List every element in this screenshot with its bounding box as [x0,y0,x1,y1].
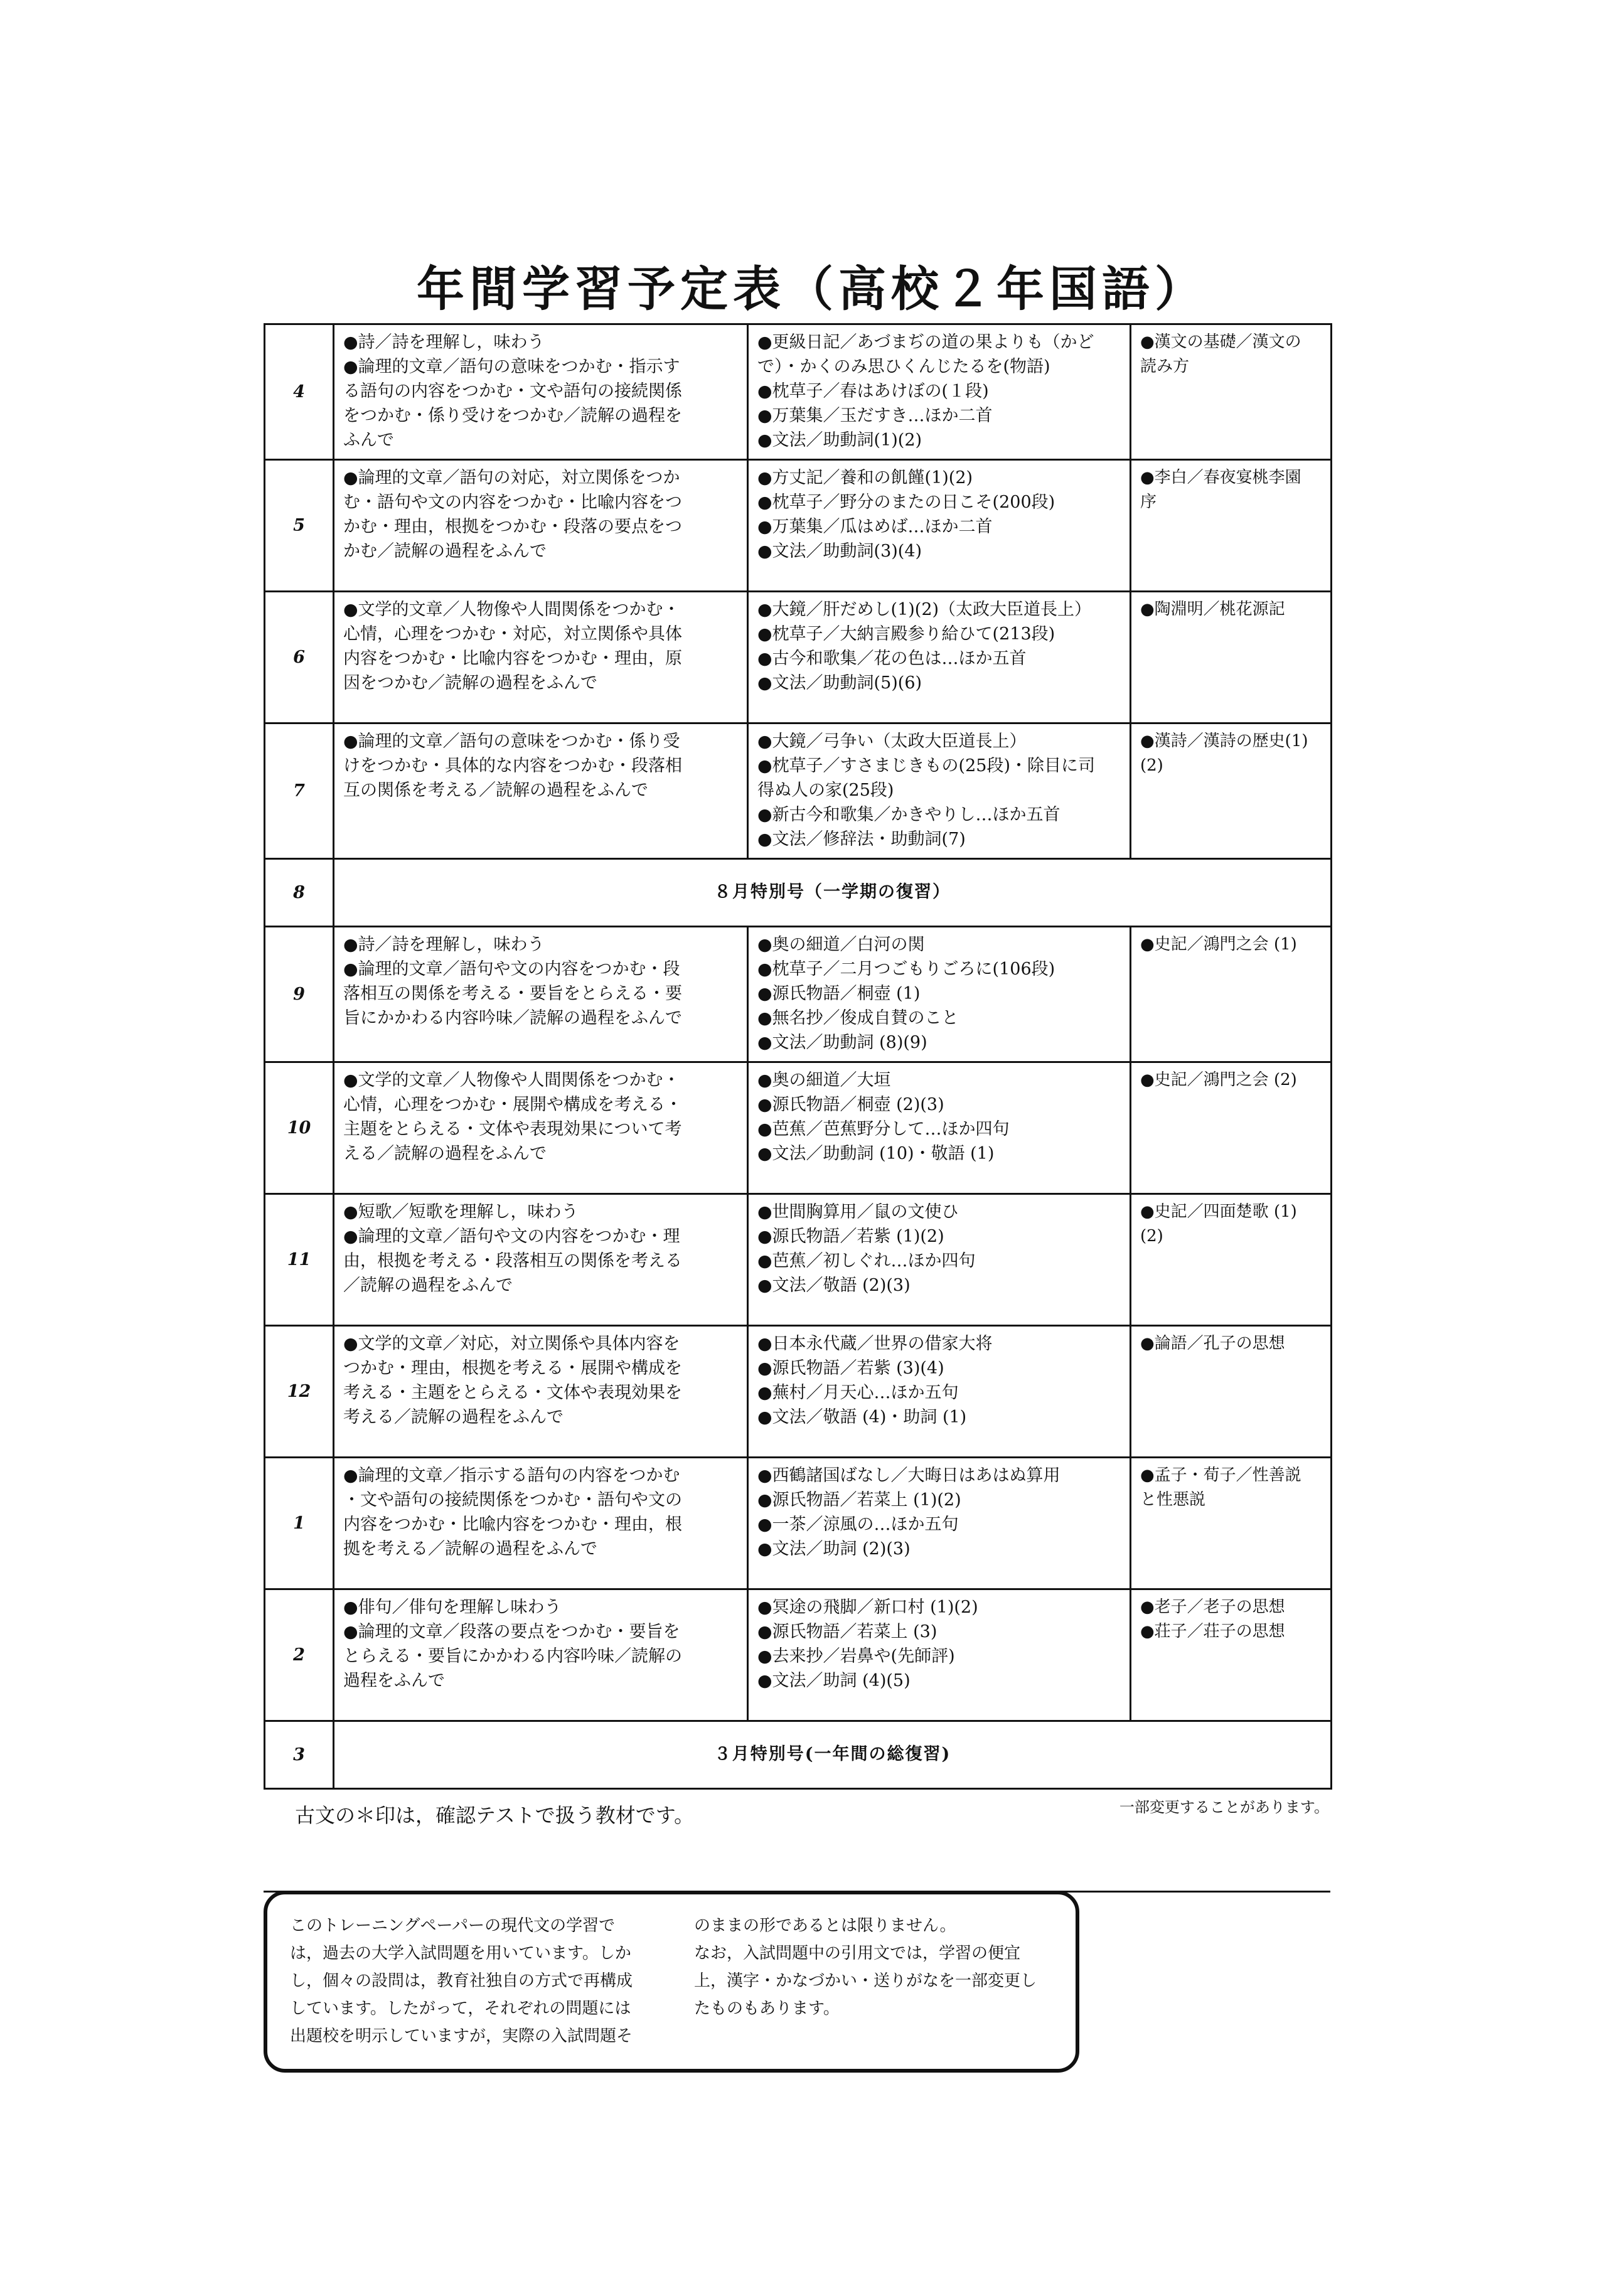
kanbun-cell [1131,1326,1332,1458]
classical-line: ●源氏物語／若紫 (1)(2) [757,1227,944,1246]
classical-line: ●文法／助動詞(1)(2) [757,430,922,450]
classical-line: ●無名抄／俊成自賛のこと [757,1008,959,1028]
kanbun-cell [1131,927,1332,1062]
notice-line: このトレーニングペーパーの現代文の学習で [290,1916,616,1935]
modern-line: 由，根拠を考える・段落相互の関係を考える [343,1251,682,1271]
modern-line: ●論理的文章／語句の対応，対立関係をつか [343,468,680,488]
notice-line: は，過去の大学入試問題を用いています。しか [290,1944,631,1963]
modern-line: む・語句や文の内容をつかむ・比喩内容をつ [343,493,682,512]
special-issue-cell: ８月特別号（一学期の復習） [334,859,1332,927]
modern-line: 主題をとらえる・文体や表現効果について考 [343,1119,682,1139]
notice-line: のままの形であるとは限りません。 [694,1916,956,1935]
kanbun-line: ●陶淵明／桃花源記 [1140,600,1285,619]
classical-line: ●源氏物語／若菜上 (1)(2) [757,1490,961,1510]
modern-line: ・文や語句の接続関係をつかむ・語句や文の [343,1490,682,1510]
modern-cell [334,460,748,592]
modern-line: けをつかむ・具体的な内容をつかむ・段落相 [343,756,682,776]
kanbun-cell [1131,1458,1332,1589]
month-cell: 7 [265,724,334,859]
classical-line: ●文法／助詞 (2)(3) [757,1539,911,1559]
modern-line: ●詩／詩を理解し，味わう [343,333,545,352]
modern-cell [334,927,748,1062]
classical-line: ●日本永代蔵／世界の借家大将 [757,1334,993,1354]
classical-line: ●芭蕉／初しぐれ…ほか四句 [757,1251,976,1271]
classical-line: ●枕草子／すさまじきもの(25段)・除目に司 [757,756,1095,776]
classical-cell [748,1326,1131,1458]
page-title: 年間学習予定表（高校２年国語） [417,261,1207,317]
classical-line: ●文法／敬語 (4)・助詞 (1) [757,1407,967,1427]
month-row [265,324,1332,460]
modern-line: ●論理的文章／指示する語句の内容をつかむ [343,1466,680,1485]
classical-line: ●去来抄／岩鼻や(先師評) [757,1647,955,1666]
notice-right-column [694,1912,1071,2022]
classical-line: ●文法／助動詞 (8)(9) [757,1033,927,1052]
classical-cell [748,927,1131,1062]
modern-line: 内容をつかむ・比喩内容をつかむ・理由，原 [343,649,682,668]
modern-line: 過程をふんで [343,1671,445,1690]
month-row [265,859,1332,927]
classical-cell [748,1458,1131,1589]
classical-line: ●枕草子／野分のまたの日こそ(200段) [757,493,1055,512]
kanbun-line: ●漢詩／漢詩の歴史(1) [1140,732,1308,750]
month-row [265,724,1332,859]
classical-cell [748,1194,1131,1326]
classical-line: ●方丈記／養和の飢饉(1)(2) [757,468,973,488]
modern-line: をつかむ・係り受けをつかむ／読解の過程を [343,406,682,425]
kanbun-line: ●史記／鴻門之会 (1) [1140,935,1297,954]
classical-line: ●文法／敬語 (2)(3) [757,1276,911,1295]
notice-left-column [290,1912,673,2050]
notice-line: たものもあります。 [694,1999,840,2018]
classical-line: で）・かくのみ思ひくんじたるを(物語) [757,357,1050,376]
modern-line: 考える／読解の過程をふんで [343,1407,564,1427]
classical-line: ●源氏物語／桐壺 (2)(3) [757,1095,944,1114]
kanbun-line: ●荘子／荘子の思想 [1140,1622,1285,1641]
change-note: 一部変更することがあります。 [1119,1798,1329,1816]
modern-line: つかむ・理由，根拠を考える・展開や構成を [343,1359,682,1378]
modern-line: 拠を考える／読解の過程をふんで [343,1539,597,1559]
modern-line: 因をつかむ／読解の過程をふんで [343,673,597,693]
classical-cell [748,324,1131,460]
classical-line: ●枕草子／大納言殿参り給ひて(213段) [757,624,1055,644]
modern-line: ふんで [343,430,394,450]
modern-line: 落相互の関係を考える・要旨をとらえる・要 [343,984,682,1003]
month-cell: 12 [265,1326,334,1458]
kanbun-cell [1131,324,1332,460]
notice-line: なお，入試問題中の引用文では，学習の便宜 [694,1944,1021,1963]
classical-line: ●文法／助動詞(3)(4) [757,542,922,561]
modern-line: ●論理的文章／段落の要点をつかむ・要旨を [343,1622,680,1642]
kanbun-line: 読み方 [1140,357,1190,376]
month-cell: 5 [265,460,334,592]
kanbun-cell [1131,1589,1332,1721]
modern-line: ●論理的文章／語句の意味をつかむ・指示す [343,357,680,376]
notice-line: 上，漢字・かなづかい・送りがなを一部変更し [694,1972,1037,1990]
classical-line: 得ぬ人の家(25段) [757,781,894,800]
modern-line: ●論理的文章／語句や文の内容をつかむ・段 [343,959,680,979]
kanbun-line: と性悪説 [1140,1490,1206,1509]
kanbun-line: (2) [1140,756,1163,775]
notice-box [264,1891,1079,2073]
modern-cell [334,592,748,724]
kanbun-line: ●老子／老子の思想 [1140,1598,1285,1616]
classical-line: ●大鏡／弓争い（太政大臣道長上） [757,732,1027,751]
month-row [265,927,1332,1062]
classical-line: ●文法／助動詞 (10)・敬語 (1) [757,1144,995,1163]
month-cell: 10 [265,1062,334,1194]
modern-line: かむ・理由，根拠をつかむ・段落の要点をつ [343,517,682,537]
classical-line: ●枕草子／二月つごもりごろに(106段) [757,959,1055,979]
classical-line: ●万葉集／玉だすき…ほか二首 [757,406,993,425]
month-cell: 4 [265,324,334,460]
month-cell: 6 [265,592,334,724]
asterisk-note: 古文の＊印は，確認テストで扱う教材です。 [295,1803,695,1827]
kanbun-line: ●史記／鴻門之会 (2) [1140,1071,1297,1089]
classical-line: ●大鏡／肝だめし(1)(2)（太政大臣道長上） [757,600,1092,619]
month-row [265,460,1332,592]
modern-cell [334,1589,748,1721]
modern-cell [334,724,748,859]
modern-line: ●詩／詩を理解し，味わう [343,935,545,954]
classical-cell [748,1589,1131,1721]
month-cell: 3 [265,1721,334,1789]
notice-line: 出題校を明示していますが，実際の入試問題そ [290,2027,633,2046]
modern-line: ●論理的文章／語句の意味をつかむ・係り受 [343,732,680,751]
classical-line: ●源氏物語／若紫 (3)(4) [757,1359,944,1378]
classical-line: ●奥の細道／白河の関 [757,935,925,954]
classical-line: ●枕草子／春はあけぼの(１段) [757,382,989,401]
modern-line: かむ／読解の過程をふんで [343,542,547,561]
modern-line: とらえる・要旨にかかわる内容吟味／読解の [343,1647,682,1666]
special-issue-cell: ３月特別号(一年間の総復習) [334,1721,1332,1789]
modern-cell [334,1458,748,1589]
month-row [265,1589,1332,1721]
classical-line: ●万葉集／瓜はめば…ほか二首 [757,517,993,537]
modern-line: 考える・主題をとらえる・文体や表現効果を [343,1383,682,1402]
modern-line: 心情，心理をつかむ・展開や構成を考える・ [343,1095,682,1114]
classical-line: ●文法／助動詞(5)(6) [757,673,922,693]
month-row [265,1721,1332,1789]
classical-line: ●源氏物語／若菜上 (3) [757,1622,938,1642]
modern-line: ●文学的文章／人物像や人間関係をつかむ・ [343,1071,680,1090]
kanbun-cell [1131,1062,1332,1194]
kanbun-cell [1131,460,1332,592]
classical-line: ●古今和歌集／花の色は…ほか五首 [757,649,1027,668]
modern-line: ●文学的文章／人物像や人間関係をつかむ・ [343,600,680,619]
modern-line: 心情，心理をつかむ・対応，対立関係や具体 [343,624,682,644]
classical-line: ●文法／助詞 (4)(5) [757,1671,911,1690]
classical-line: ●文法／修辞法・助動詞(7) [757,830,966,849]
modern-line: ●短歌／短歌を理解し，味わう [343,1202,579,1222]
modern-line: 内容をつかむ・比喩内容をつかむ・理由，根 [343,1515,682,1534]
month-cell: 8 [265,859,334,927]
classical-line: ●一茶／涼風の…ほか五句 [757,1515,959,1534]
kanbun-line: (2) [1140,1227,1163,1246]
modern-line: ●俳句／俳句を理解し味わう [343,1598,562,1617]
month-row [265,1194,1332,1326]
classical-line: ●西鶴諸国ばなし／大晦日はあはぬ算用 [757,1466,1060,1485]
modern-line: ●文学的文章／対応，対立関係や具体内容を [343,1334,680,1354]
kanbun-line: ●李白／春夜宴桃李園 [1140,468,1301,487]
month-row [265,1326,1332,1458]
month-row [265,592,1332,724]
month-row [265,1062,1332,1194]
modern-line: 旨にかかわる内容吟味／読解の過程をふんで [343,1008,682,1028]
kanbun-line: ●史記／四面楚歌 (1) [1140,1202,1297,1221]
classical-line: ●世間胸算用／鼠の文使ひ [757,1202,959,1222]
month-cell: 11 [265,1194,334,1326]
month-cell: 9 [265,927,334,1062]
modern-line: える／読解の過程をふんで [343,1144,547,1163]
classical-cell [748,1062,1131,1194]
modern-line: 互の関係を考える／読解の過程をふんで [343,781,648,800]
modern-cell [334,1326,748,1458]
classical-line: ●蕪村／月天心…ほか五句 [757,1383,959,1402]
classical-line: ●更級日記／あづまぢの道の果よりも（かど [757,333,1094,352]
month-cell: 1 [265,1458,334,1589]
kanbun-cell [1131,724,1332,859]
classical-cell [748,724,1131,859]
kanbun-line: ●論語／孔子の思想 [1140,1334,1285,1353]
modern-line: ●論理的文章／語句や文の内容をつかむ・理 [343,1227,680,1246]
modern-line: ／読解の過程をふんで [343,1276,513,1295]
classical-cell [748,460,1131,592]
kanbun-line: ●孟子・荀子／性善説 [1140,1466,1301,1485]
kanbun-cell [1131,592,1332,724]
classical-line: ●新古今和歌集／かきやりし…ほか五首 [757,805,1060,825]
notice-line: し，個々の設問は，教育社独自の方式で再構成 [290,1972,633,1990]
modern-cell [334,1194,748,1326]
classical-line: ●芭蕉／芭蕉野分して…ほか四句 [757,1119,1010,1139]
month-cell: 2 [265,1589,334,1721]
classical-line: ●冥途の飛脚／新口村 (1)(2) [757,1598,978,1617]
modern-cell [334,1062,748,1194]
modern-cell [334,324,748,460]
kanbun-cell [1131,1194,1332,1326]
kanbun-line: 序 [1140,493,1157,511]
modern-line: る語句の内容をつかむ・文や語句の接続関係 [343,382,682,401]
month-row [265,1458,1332,1589]
kanbun-line: ●漢文の基礎／漢文の [1140,333,1301,351]
classical-line: ●奥の細道／大垣 [757,1071,891,1090]
classical-cell [748,592,1131,724]
classical-line: ●源氏物語／桐壺 (1) [757,984,921,1003]
notice-line: しています。したがって，それぞれの問題には [290,1999,631,2018]
schedule-table [264,323,1332,1790]
